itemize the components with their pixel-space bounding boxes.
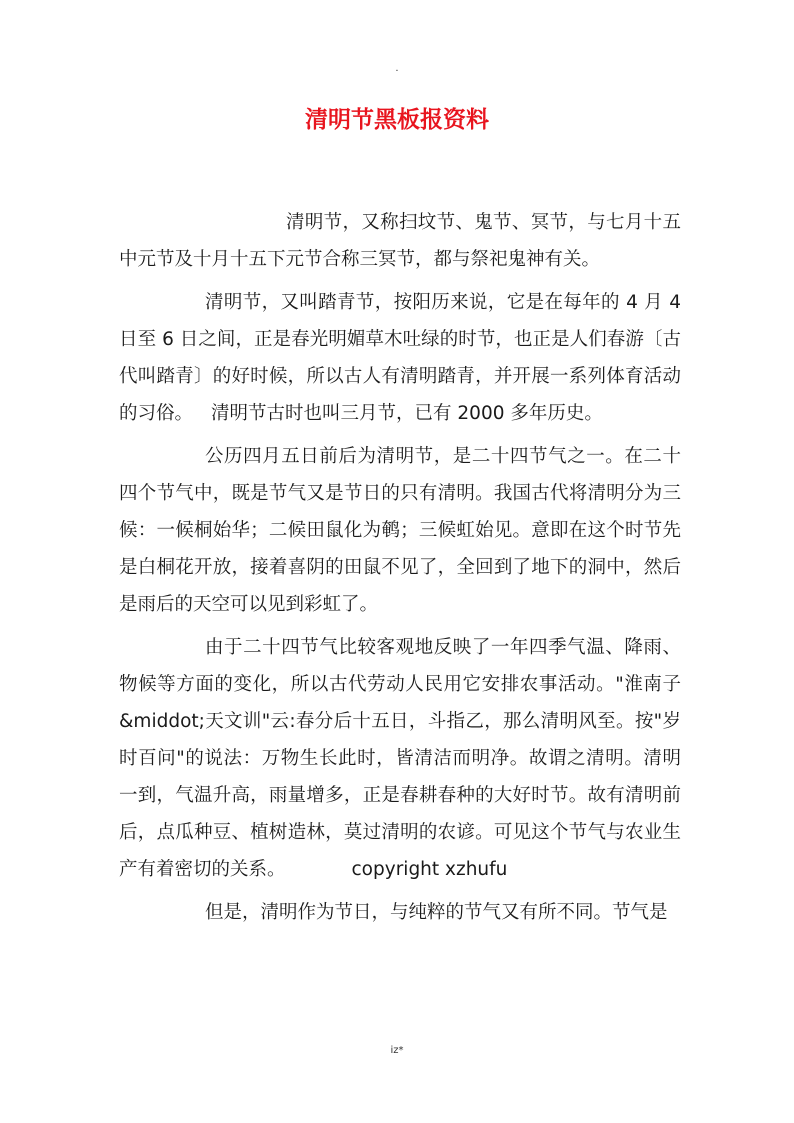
document-title: 清明节黑板报资料 <box>305 107 489 133</box>
paragraph-4-main: 由于二十四节气比较客观地反映了一年四季气温、降雨、物候等方面的变化，所以古代劳动人民用它安排农事活动。"淮南子&middot;天文训"云:春分后十五日，斗指乙，那么清明风至。按"岁时百问"的说法：万物生长此时，皆清洁而明净。故谓之清明。清明一到，气温升高，雨量增多，正是春耕春种的大好时节。故有清明前后，点瓜种豆、植树造林，莫过清明的农谚。可见这个节气与农业生产有着密切的关系。 <box>119 637 681 880</box>
paragraph-4 <box>119 629 681 888</box>
paragraph-2-main: 清明节，又叫踏青节，按阳历来说，它是在每年的 4 月 4 日至 6 日之间，正是春光明媚草木吐绿的时节，也正是人们春游〔古代叫踏青〕的好时候，所以古人有清明踏青，并开展一系列体育活动的习俗。 <box>119 292 681 424</box>
copyright-text: copyright xzhufu <box>351 859 508 880</box>
document-body <box>119 204 681 931</box>
paragraph-2-tail: 清明节古时也叫三月节，已有 2000 多年历史。 <box>211 403 603 424</box>
footer-mark: iz* <box>390 1045 404 1056</box>
header-mark: . <box>395 63 399 74</box>
paragraph-3: 公历四月五日前后为清明节，是二十四节气之一。在二十四个节气中，既是节气又是节日的只有清明。我国古代将清明分为三候：一候桐始华；二候田鼠化为鹌；三候虹始见。意即在这个时节先是白桐花开放，接着喜阴的田鼠不见了，全回到了地下的洞中，然后是雨后的天空可以见到彩虹了。 <box>119 446 681 615</box>
paragraph-2 <box>119 284 681 432</box>
paragraph-5: 但是，清明作为节日，与纯粹的节气又有所不同。节气是 <box>205 902 668 923</box>
paragraph-1: 清明节，又称扫坟节、鬼节、冥节，与七月十五中元节及十月十五下元节合称三冥节，都与祭祀鬼神有关。 <box>119 212 681 270</box>
